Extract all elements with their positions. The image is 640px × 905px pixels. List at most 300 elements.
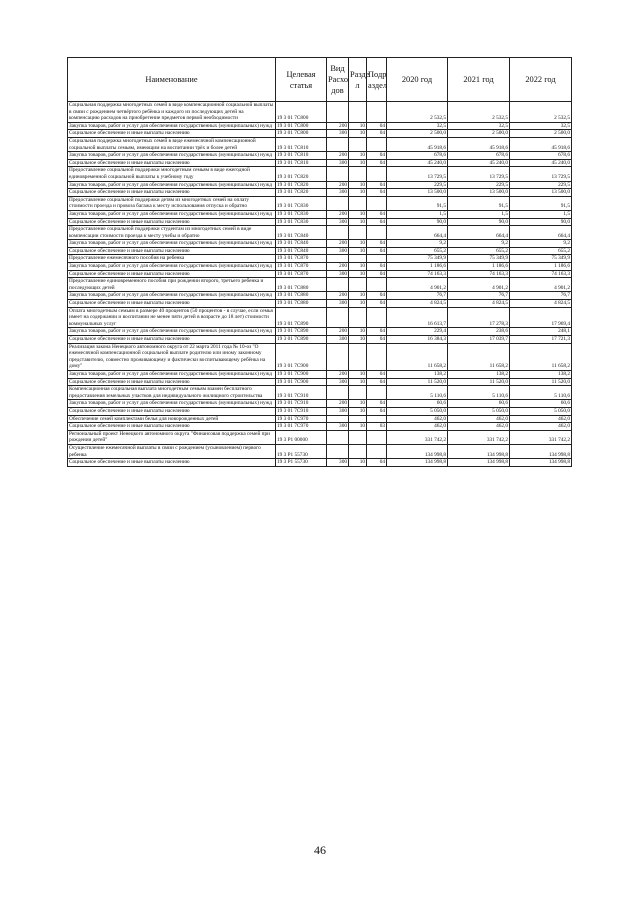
- table-row: [68, 378, 572, 386]
- cell-2022: 74 163,3: [510, 270, 572, 278]
- cell-2021: 134 998,8: [448, 444, 510, 458]
- cell-2020: 4 824,5: [387, 300, 448, 308]
- cell-subsection: 04: [367, 292, 387, 300]
- cell-section: 10: [349, 263, 367, 271]
- cell-section: 10: [349, 370, 367, 378]
- cell-2020: 462,0: [387, 415, 448, 423]
- table-row: [68, 415, 572, 423]
- header-year-2020: 2020 год: [387, 58, 448, 102]
- cell-2022: 11 658,2: [510, 343, 572, 370]
- cell-target-article: 19 3 01 7С880: [276, 300, 327, 308]
- cell-2022: 60,6: [510, 400, 572, 408]
- table-row: [68, 255, 572, 263]
- cell-name: Предоставление ежемесячного пособия на ребенка: [68, 255, 276, 263]
- cell-subsection: 04: [367, 122, 387, 130]
- cell-expense-kind: 200: [327, 210, 349, 218]
- cell-expense-kind: 200: [327, 263, 349, 271]
- cell-2022: 11 520,0: [510, 378, 572, 386]
- cell-2022: 4 901,2: [510, 278, 572, 292]
- cell-subsection: 04: [367, 328, 387, 336]
- header-year-2021: 2021 год: [448, 58, 510, 102]
- table-row: [68, 102, 572, 123]
- cell-2020: 5 110,6: [387, 386, 448, 400]
- cell-subsection: 04: [367, 210, 387, 218]
- cell-target-article: 19 3 01 7С880: [276, 292, 327, 300]
- cell-2021: 664,4: [448, 226, 510, 240]
- cell-section: 10: [349, 189, 367, 197]
- cell-section: 10: [349, 122, 367, 130]
- cell-name: Социальное обеспечение и иные выплаты населению: [68, 270, 276, 278]
- cell-2020: 229,4: [387, 328, 448, 336]
- cell-name: Закупка товаров, работ и услуг для обеспечения государственных (муниципальных) нужд: [68, 240, 276, 248]
- cell-subsection: 04: [367, 400, 387, 408]
- cell-2021: 13 729,5: [448, 167, 510, 181]
- cell-name: Оплата многодетным семьям в размере 40 процентов (50 процентов - в случае, если семья имеет на содержании и воспитании не менее пяти детей в возрасте до 18 лет) стоимости коммунальных услуг: [68, 307, 276, 328]
- cell-2021: 32,5: [448, 122, 510, 130]
- cell-name: Социальное обеспечение и иные выплаты населению: [68, 159, 276, 167]
- cell-2021: 45 918,6: [448, 137, 510, 151]
- cell-name: Закупка товаров, работ и услуг для обеспечения государственных (муниципальных) нужд: [68, 122, 276, 130]
- cell-target-article: 19 3 01 7С910: [276, 386, 327, 400]
- cell-expense-kind: 200: [327, 328, 349, 336]
- cell-subsection: 03: [367, 423, 387, 431]
- cell-name: Социальная поддержка многодетных семей в виде компенсационной социальной выплаты в связи с рождением четвёртого ребёнка и каждого из последующих детей на компенсацию расходов на приобретение предметов первой необходимости: [68, 102, 276, 123]
- cell-2022: 17 721,3: [510, 336, 572, 344]
- cell-2022: 91,5: [510, 196, 572, 210]
- cell-target-article: 19 3 01 7С890: [276, 307, 327, 328]
- cell-2021: 2 500,0: [448, 130, 510, 138]
- cell-name: Социальное обеспечение и иные выплаты населению: [68, 407, 276, 415]
- cell-section: [349, 196, 367, 210]
- cell-section: 10: [349, 336, 367, 344]
- cell-name: Закупка товаров, работ и услуг для обеспечения государственных (муниципальных) нужд: [68, 152, 276, 160]
- table-row: [68, 226, 572, 240]
- table-row: [68, 336, 572, 344]
- cell-2020: 1 186,6: [387, 263, 448, 271]
- cell-section: [349, 343, 367, 370]
- table-row: [68, 444, 572, 458]
- cell-2022: 1,5: [510, 210, 572, 218]
- cell-subsection: [367, 255, 387, 263]
- cell-name: Социальное обеспечение и иные выплаты населению: [68, 378, 276, 386]
- table-row: [68, 130, 572, 138]
- cell-subsection: [367, 278, 387, 292]
- cell-target-article: 19 3 01 7С830: [276, 218, 327, 226]
- cell-2022: 32,5: [510, 122, 572, 130]
- header-name: Наименование: [68, 58, 276, 102]
- cell-section: [349, 307, 367, 328]
- cell-name: Реализация закона Ненецкого автономного округа от 22 марта 2011 года № 10-оз "О ежемесячной компенсационной социальной выплате родителю или иному законному представителю, совместно проживающему и фактически воспитывающему ребёнка на дому": [68, 343, 276, 370]
- cell-2020: 75 349,9: [387, 255, 448, 263]
- cell-subsection: 04: [367, 152, 387, 160]
- cell-2021: 11 520,0: [448, 378, 510, 386]
- table-row: [68, 307, 572, 328]
- cell-section: 10: [349, 378, 367, 386]
- cell-name: Социальное обеспечение и иные выплаты населению: [68, 130, 276, 138]
- cell-subsection: 04: [367, 336, 387, 344]
- cell-name: Закупка товаров, работ и услуг для обеспечения государственных (муниципальных) нужд: [68, 292, 276, 300]
- cell-target-article: 19 3 01 7С910: [276, 407, 327, 415]
- cell-name: Социальное обеспечение и иные выплаты населению: [68, 423, 276, 431]
- cell-2021: 5 110,6: [448, 386, 510, 400]
- cell-2022: 678,6: [510, 152, 572, 160]
- cell-subsection: 04: [367, 300, 387, 308]
- cell-expense-kind: 300: [327, 459, 349, 467]
- cell-target-article: 19 3 01 7С840: [276, 226, 327, 240]
- cell-name: Закупка товаров, работ и услуг для обеспечения государственных (муниципальных) нужд: [68, 400, 276, 408]
- cell-2021: 74 163,3: [448, 270, 510, 278]
- cell-subsection: 04: [367, 189, 387, 197]
- cell-section: [349, 430, 367, 444]
- cell-subsection: [367, 386, 387, 400]
- cell-2021: 17 039,7: [448, 336, 510, 344]
- table-row: [68, 430, 572, 444]
- cell-2022: 9,2: [510, 240, 572, 248]
- cell-expense-kind: 300: [327, 336, 349, 344]
- cell-2022: 13 500,0: [510, 189, 572, 197]
- cell-2020: 45 240,0: [387, 159, 448, 167]
- table-row: [68, 343, 572, 370]
- cell-expense-kind: [327, 444, 349, 458]
- cell-section: [349, 102, 367, 123]
- cell-section: [349, 444, 367, 458]
- cell-2020: 60,6: [387, 400, 448, 408]
- cell-name: Социальное обеспечение и иные выплаты населению: [68, 189, 276, 197]
- cell-subsection: [367, 226, 387, 240]
- cell-subsection: 04: [367, 159, 387, 167]
- table-row: [68, 167, 572, 181]
- cell-name: Закупка товаров, работ и услуг для обеспечения государственных (муниципальных) нужд: [68, 263, 276, 271]
- cell-2022: 229,5: [510, 181, 572, 189]
- cell-name: Предоставление социальной поддержки детям из многодетных семей на оплату стоимости проезда и провоза багажа к месту использования отпуска и обратно: [68, 196, 276, 210]
- cell-expense-kind: 200: [327, 152, 349, 160]
- cell-target-article: 19 3 01 7С970: [276, 415, 327, 423]
- cell-target-article: 19 3 Р1 55730: [276, 444, 327, 458]
- cell-section: 10: [349, 459, 367, 467]
- cell-2020: 5 050,0: [387, 407, 448, 415]
- cell-2021: 76,7: [448, 292, 510, 300]
- cell-target-article: 19 3 01 7С900: [276, 343, 327, 370]
- table-row: [68, 459, 572, 467]
- cell-expense-kind: [327, 307, 349, 328]
- budget-table: [67, 57, 572, 467]
- cell-section: 10: [349, 300, 367, 308]
- cell-2020: 1,5: [387, 210, 448, 218]
- cell-expense-kind: 300: [327, 247, 349, 255]
- cell-2021: 11 658,2: [448, 343, 510, 370]
- cell-expense-kind: [327, 167, 349, 181]
- cell-subsection: 04: [367, 247, 387, 255]
- cell-expense-kind: [327, 255, 349, 263]
- cell-2022: 462,0: [510, 415, 572, 423]
- table-row: [68, 196, 572, 210]
- cell-expense-kind: [327, 226, 349, 240]
- cell-section: 10: [349, 292, 367, 300]
- cell-name: Социальное обеспечение и иные выплаты населению: [68, 218, 276, 226]
- cell-target-article: 19 3 01 7С900: [276, 370, 327, 378]
- cell-2021: 4 901,2: [448, 278, 510, 292]
- cell-2022: 45 240,0: [510, 159, 572, 167]
- table-row: [68, 407, 572, 415]
- cell-subsection: [367, 430, 387, 444]
- cell-target-article: 19 3 Р1 55730: [276, 459, 327, 467]
- cell-target-article: 19 3 01 7С840: [276, 240, 327, 248]
- cell-2021: 655,2: [448, 247, 510, 255]
- cell-2021: 462,0: [448, 415, 510, 423]
- cell-target-article: 19 3 01 7С810: [276, 137, 327, 151]
- cell-expense-kind: 300: [327, 270, 349, 278]
- cell-2021: 60,6: [448, 400, 510, 408]
- cell-name: Закупка товаров, работ и услуг для обеспечения государственных (муниципальных) нужд: [68, 370, 276, 378]
- cell-section: [349, 386, 367, 400]
- cell-target-article: 19 3 01 7С830: [276, 196, 327, 210]
- table-row: [68, 278, 572, 292]
- cell-2020: 16 613,7: [387, 307, 448, 328]
- cell-2021: 91,5: [448, 196, 510, 210]
- cell-section: 10: [349, 152, 367, 160]
- cell-name: Социальное обеспечение и иные выплаты населению: [68, 459, 276, 467]
- cell-section: 10: [349, 270, 367, 278]
- cell-target-article: 19 3 01 7С810: [276, 152, 327, 160]
- cell-2022: 1 186,6: [510, 263, 572, 271]
- cell-2022: 331 742,2: [510, 430, 572, 444]
- cell-subsection: [367, 167, 387, 181]
- table-row: [68, 210, 572, 218]
- cell-expense-kind: [327, 278, 349, 292]
- cell-section: 10: [349, 400, 367, 408]
- cell-2022: 90,0: [510, 218, 572, 226]
- cell-2022: 4 824,5: [510, 300, 572, 308]
- cell-target-article: 19 3 01 7С890: [276, 336, 327, 344]
- header-subsection: Подр аздел: [367, 58, 387, 102]
- cell-2020: 134 998,8: [387, 444, 448, 458]
- cell-name: Социальное обеспечение и иные выплаты населению: [68, 336, 276, 344]
- cell-section: 10: [349, 423, 367, 431]
- cell-subsection: 04: [367, 240, 387, 248]
- cell-subsection: 04: [367, 181, 387, 189]
- cell-expense-kind: [327, 196, 349, 210]
- cell-expense-kind: 300: [327, 130, 349, 138]
- cell-expense-kind: 300: [327, 159, 349, 167]
- cell-2021: 138,2: [448, 370, 510, 378]
- cell-name: Социальная поддержка многодетных семей в виде ежемесячной компенсационной социальной выплаты семьям, имеющим на воспитании трёх и более детей: [68, 137, 276, 151]
- cell-name: Компенсационная социальная выплата многодетным семьям взамен бесплатного предоставления земельных участков для индивидуального жилищного строительства: [68, 386, 276, 400]
- cell-2020: 229,5: [387, 181, 448, 189]
- cell-target-article: 19 3 01 7С880: [276, 278, 327, 292]
- cell-expense-kind: 300: [327, 300, 349, 308]
- cell-2020: 2 532,5: [387, 102, 448, 123]
- cell-section: 10: [349, 328, 367, 336]
- cell-expense-kind: 200: [327, 240, 349, 248]
- cell-section: 10: [349, 159, 367, 167]
- cell-target-article: 19 3 01 7С820: [276, 181, 327, 189]
- cell-expense-kind: 200: [327, 181, 349, 189]
- table-row: [68, 300, 572, 308]
- cell-2020: 678,6: [387, 152, 448, 160]
- cell-name: Закупка товаров, работ и услуг для обеспечения государственных (муниципальных) нужд: [68, 210, 276, 218]
- cell-2022: 462,0: [510, 423, 572, 431]
- cell-2022: 75 349,9: [510, 255, 572, 263]
- cell-section: [349, 278, 367, 292]
- cell-expense-kind: [327, 343, 349, 370]
- cell-2021: 90,0: [448, 218, 510, 226]
- cell-2022: 655,2: [510, 247, 572, 255]
- cell-name: Осуществление ежемесячной выплаты в связи с рождением (усыновлением) первого ребенка: [68, 444, 276, 458]
- cell-target-article: 19 3 01 7С910: [276, 400, 327, 408]
- cell-2020: 32,5: [387, 122, 448, 130]
- table-row: [68, 152, 572, 160]
- cell-2022: 2 532,5: [510, 102, 572, 123]
- cell-expense-kind: [327, 430, 349, 444]
- cell-2021: 17 278,3: [448, 307, 510, 328]
- cell-2022: 5 050,0: [510, 407, 572, 415]
- cell-2022: 138,2: [510, 370, 572, 378]
- cell-2020: 2 500,0: [387, 130, 448, 138]
- header-target-article: Целевая статья: [276, 58, 327, 102]
- cell-2020: 11 658,2: [387, 343, 448, 370]
- cell-2021: 4 824,5: [448, 300, 510, 308]
- cell-2021: 238,6: [448, 328, 510, 336]
- cell-name: Предоставление социальной поддержки многодетным семьям в виде ежегодной единовременной социальной выплаты к учебному году: [68, 167, 276, 181]
- cell-2022: 134 998,8: [510, 459, 572, 467]
- cell-2021: 2 532,5: [448, 102, 510, 123]
- cell-subsection: 04: [367, 130, 387, 138]
- cell-expense-kind: 200: [327, 122, 349, 130]
- cell-expense-kind: 300: [327, 189, 349, 197]
- cell-target-article: 19 3 01 7С870: [276, 255, 327, 263]
- cell-section: [349, 226, 367, 240]
- table-row: [68, 386, 572, 400]
- cell-name: Закупка товаров, работ и услуг для обеспечения государственных (муниципальных) нужд: [68, 181, 276, 189]
- cell-name: Предоставление единовременного пособия при рождении второго, третьего ребенка и последующих детей: [68, 278, 276, 292]
- cell-2022: 13 729,5: [510, 167, 572, 181]
- table-row: [68, 292, 572, 300]
- table-row: [68, 400, 572, 408]
- cell-2020: 138,2: [387, 370, 448, 378]
- cell-target-article: 19 3 01 7С870: [276, 263, 327, 271]
- table-row: [68, 159, 572, 167]
- table-row: [68, 328, 572, 336]
- cell-2021: 1,5: [448, 210, 510, 218]
- cell-section: 10: [349, 181, 367, 189]
- cell-2022: 17 969,4: [510, 307, 572, 328]
- cell-2022: 664,4: [510, 226, 572, 240]
- cell-2021: 462,0: [448, 423, 510, 431]
- cell-2020: 13 500,0: [387, 189, 448, 197]
- cell-subsection: [367, 307, 387, 328]
- cell-section: [349, 255, 367, 263]
- table-body: [68, 102, 572, 467]
- cell-section: 10: [349, 247, 367, 255]
- cell-expense-kind: [327, 386, 349, 400]
- cell-target-article: 19 3 01 7С800: [276, 130, 327, 138]
- cell-name: Социальное обеспечение и иные выплаты населению: [68, 300, 276, 308]
- table-row: [68, 181, 572, 189]
- header-year-2022: 2022 год: [510, 58, 572, 102]
- cell-2020: 655,2: [387, 247, 448, 255]
- table-row: [68, 218, 572, 226]
- cell-subsection: 04: [367, 270, 387, 278]
- cell-subsection: 04: [367, 218, 387, 226]
- cell-expense-kind: 200: [327, 400, 349, 408]
- cell-target-article: 19 3 01 7С800: [276, 122, 327, 130]
- header-expense-kind: Вид Расхо дов: [327, 58, 349, 102]
- cell-target-article: 19 3 01 7С900: [276, 378, 327, 386]
- cell-expense-kind: 200: [327, 292, 349, 300]
- cell-subsection: [367, 196, 387, 210]
- cell-subsection: [367, 137, 387, 151]
- table-row: [68, 263, 572, 271]
- page-number: 46: [314, 843, 326, 857]
- table-row: [68, 240, 572, 248]
- cell-target-article: 19 3 01 7С830: [276, 210, 327, 218]
- cell-subsection: 04: [367, 370, 387, 378]
- table-row: [68, 189, 572, 197]
- cell-section: 10: [349, 218, 367, 226]
- cell-section: 10: [349, 210, 367, 218]
- cell-2021: 1 186,6: [448, 263, 510, 271]
- cell-expense-kind: [327, 415, 349, 423]
- cell-2020: 74 163,3: [387, 270, 448, 278]
- cell-target-article: 19 3 01 7С890: [276, 328, 327, 336]
- cell-2021: 5 050,0: [448, 407, 510, 415]
- cell-subsection: 04: [367, 263, 387, 271]
- cell-target-article: 19 3 01 7С840: [276, 247, 327, 255]
- cell-name: Закупка товаров, работ и услуг для обеспечения государственных (муниципальных) нужд: [68, 328, 276, 336]
- table-row: [68, 137, 572, 151]
- cell-2021: 134 998,8: [448, 459, 510, 467]
- table-row: [68, 370, 572, 378]
- cell-2021: 229,5: [448, 181, 510, 189]
- cell-expense-kind: 300: [327, 423, 349, 431]
- cell-subsection: 04: [367, 378, 387, 386]
- cell-subsection: [367, 415, 387, 423]
- cell-target-article: 19 3 01 7С810: [276, 159, 327, 167]
- cell-expense-kind: [327, 102, 349, 123]
- cell-subsection: [367, 102, 387, 123]
- table-row: [68, 270, 572, 278]
- cell-section: 10: [349, 240, 367, 248]
- cell-2021: 331 742,2: [448, 430, 510, 444]
- cell-2022: 45 918,6: [510, 137, 572, 151]
- cell-2022: 2 500,0: [510, 130, 572, 138]
- cell-subsection: [367, 343, 387, 370]
- cell-2022: 76,7: [510, 292, 572, 300]
- cell-section: [349, 167, 367, 181]
- cell-target-article: 19 3 Р1 00000: [276, 430, 327, 444]
- cell-2021: 13 500,0: [448, 189, 510, 197]
- cell-expense-kind: 300: [327, 218, 349, 226]
- cell-2020: 76,7: [387, 292, 448, 300]
- cell-name: Предоставление социальной поддержки студентам из многодетных семей в виде компенсации стоимости проезда к месту учебы и обратно: [68, 226, 276, 240]
- cell-target-article: 19 3 01 7С870: [276, 270, 327, 278]
- cell-name: Обеспечение семей комплектами белья для новорожденных детей: [68, 415, 276, 423]
- cell-section: [349, 137, 367, 151]
- header-section: Разде л: [349, 58, 367, 102]
- cell-expense-kind: 300: [327, 378, 349, 386]
- cell-2020: 134 998,8: [387, 459, 448, 467]
- cell-expense-kind: [327, 137, 349, 151]
- cell-name: Региональный проект Ненецкого автономного округа "Финансовая поддержка семей при рождении детей": [68, 430, 276, 444]
- cell-name: Социальное обеспечение и иные выплаты населению: [68, 247, 276, 255]
- table-row: [68, 122, 572, 130]
- cell-2020: 45 918,6: [387, 137, 448, 151]
- cell-section: 10: [349, 130, 367, 138]
- cell-2022: 248,1: [510, 328, 572, 336]
- cell-target-article: 19 3 01 7С820: [276, 189, 327, 197]
- cell-subsection: 04: [367, 459, 387, 467]
- cell-subsection: 04: [367, 407, 387, 415]
